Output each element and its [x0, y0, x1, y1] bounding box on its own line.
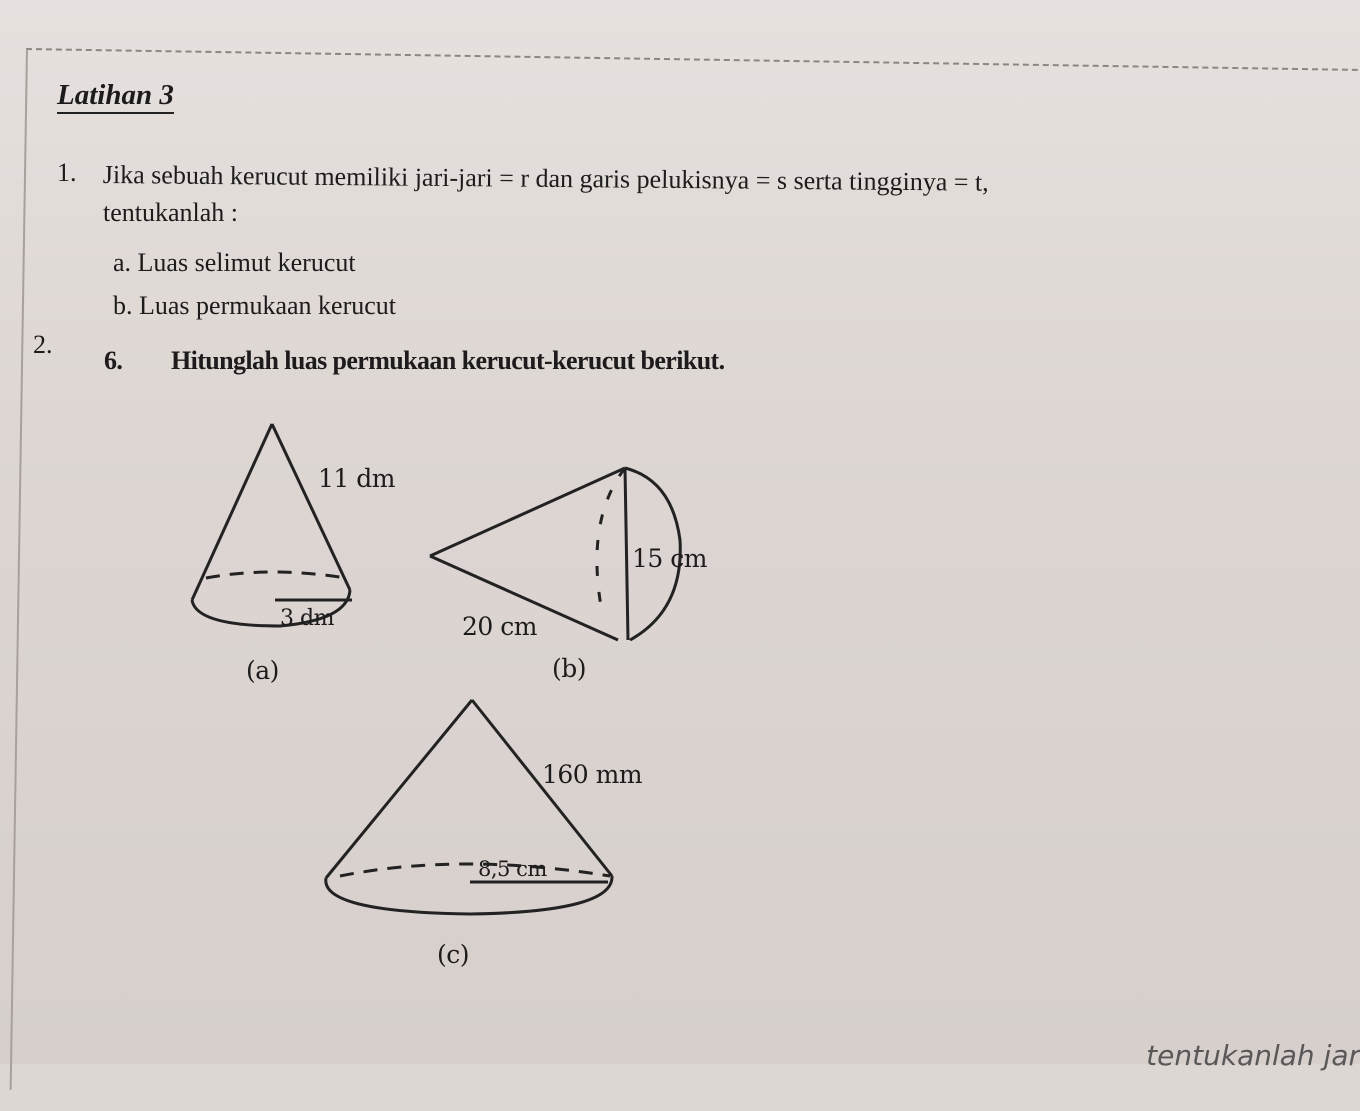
q1-item-b: b. Luas permukaan kerucut	[113, 291, 397, 320]
cone-c-caption: (c)	[437, 940, 470, 969]
exercise-title: Latihan 3	[57, 80, 174, 114]
cone-c-slant-label: 160 mm	[542, 760, 643, 789]
q2-text: Hitunglah luas permukaan kerucut-kerucut berikut.	[171, 346, 725, 375]
cone-b-slant-label: 20 cm	[462, 612, 537, 641]
q1-item-a: a. Luas selimut kerucut	[113, 248, 356, 277]
q2-sub-number: 6.	[104, 346, 123, 375]
cone-c-radius-label: 8,5 cm	[478, 857, 547, 881]
bottom-cut-off-text: tentukanlah jar	[1146, 1039, 1360, 1072]
q2-number: 2.	[33, 330, 53, 359]
cone-a-radius-label: 3 dm	[280, 606, 334, 631]
cone-a-slant-label: 11 dm	[318, 464, 395, 493]
cone-a	[192, 424, 352, 626]
cone-c	[326, 700, 612, 914]
cone-b-caption: (b)	[552, 654, 587, 683]
q1-text-line1: Jika sebuah kerucut memiliki jari-jari = r dan garis pelukisnya = s serta tingginya = t,	[102, 160, 989, 197]
q1-text-line2: tentukanlah :	[103, 198, 239, 227]
cone-a-caption: (a)	[246, 656, 279, 685]
cone-b-height-label: 15 cm	[632, 544, 707, 573]
q1-number: 1.	[57, 158, 77, 187]
